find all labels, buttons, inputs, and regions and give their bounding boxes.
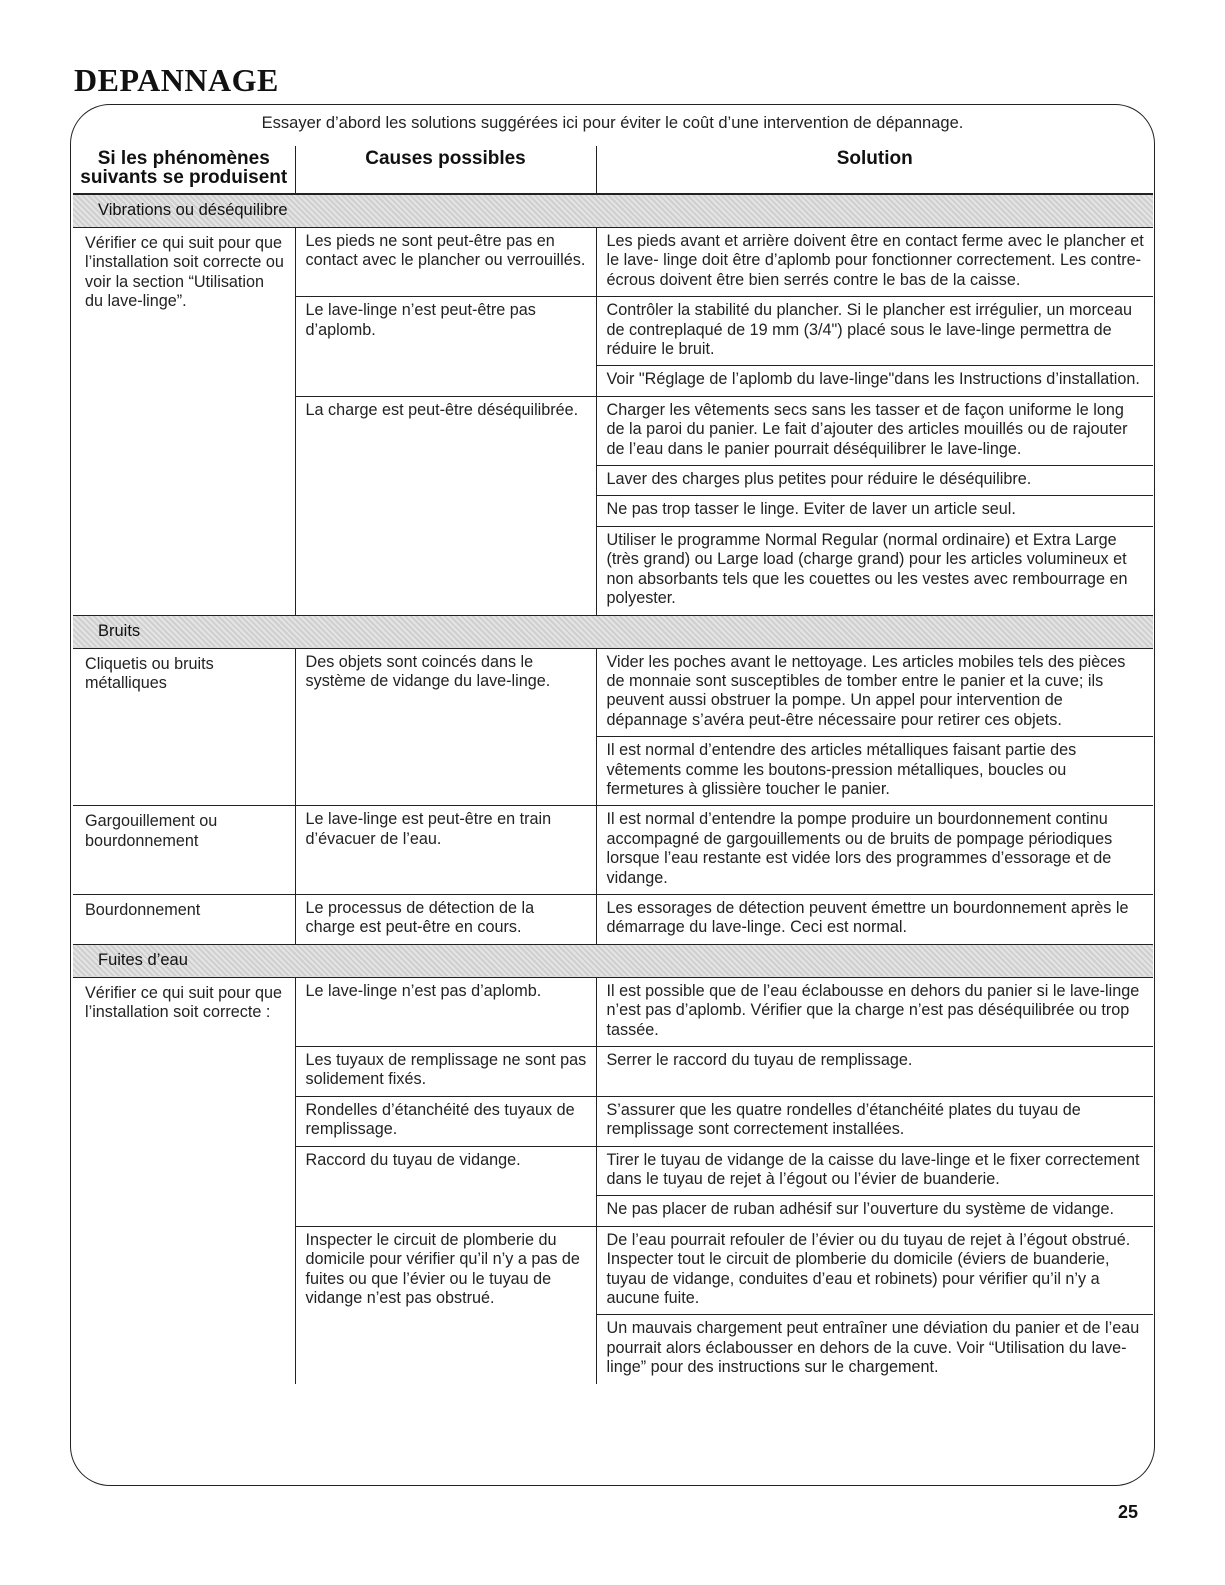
solution-cell: Ne pas trop tasser le linge. Eviter de laver un article seul. <box>596 496 1153 526</box>
solution-cell: Il est normal d’entendre la pompe produire un bourdonnement continu accompagné de gargouillements ou de bruits de pompage périodiques lorsque l’eau restante est vidée lors des programmes d’essorage et de vidange. <box>596 806 1153 895</box>
symptom-cell: Vérifier ce qui suit pour que l’installation soit correcte : <box>73 977 295 1383</box>
symptom-cell: Cliquetis ou bruits métalliques <box>73 648 295 806</box>
solution-cell: Il est normal d’entendre des articles métalliques faisant partie des vêtements comme les boutons-pression métalliques, boucles ou fermetures à glissière toucher le panier. <box>596 737 1153 806</box>
table-row <box>73 977 1153 1046</box>
solution-cell: De l’eau pourrait refouler de l’évier ou du tuyau de rejet à l’égout obstrué. Inspecter tout le circuit de plomberie du domicile (éviers de buanderie, tuyau de vidange, conduites d’eau et robinets) pour vérifier qu’il n’y a aucune fuite. <box>596 1226 1153 1315</box>
solution-cell: Ne pas placer de ruban adhésif sur l’ouverture du système de vidange. <box>596 1196 1153 1226</box>
solution-cell: Contrôler la stabilité du plancher. Si le plancher est irrégulier, un morceau de contreplaqué de 19 mm (3/4") placé sous le lave-linge permettra de réduire le bruit. <box>596 297 1153 366</box>
solution-cell: Les pieds avant et arrière doivent être en contact ferme avec le plancher et le lave- linge doit être d’aplomb pour fonctionner correctement. Les contre-écrous doivent être bien serrés contre le bas de la caisse. <box>596 228 1153 297</box>
cause-cell: Le processus de détection de la charge est peut-être en cours. <box>295 894 596 944</box>
header-solution: Solution <box>836 148 913 169</box>
solution-cell: Voir "Réglage de l’aplomb du lave-linge"dans les Instructions d’installation. <box>596 366 1153 396</box>
table-body <box>73 194 1153 1384</box>
troubleshooting-table-wrapper <box>73 146 1153 1384</box>
section-header-row <box>73 944 1153 977</box>
solution-cell: S’assurer que les quatre rondelles d’étanchéité plates du tuyau de remplissage sont correctement installées. <box>596 1096 1153 1146</box>
solution-cell: Il est possible que de l’eau éclabousse en dehors du panier si le lave-linge n’est pas d’aplomb. Vérifier que la charge n’est pas déséquilibrée ou trop tassée. <box>596 977 1153 1046</box>
solution-cell: Utiliser le programme Normal Regular (normal ordinaire) et Extra Large (très grand) ou Large load (charge grand) pour les articles volumineux et non absorbants tels que les couettes ou les vestes avec rembourrage en polyester. <box>606 530 1128 608</box>
section-header-row <box>73 615 1153 648</box>
cause-cell: Raccord du tuyau de vidange. <box>295 1146 596 1226</box>
solution-cell: Serrer le raccord du tuyau de remplissage. <box>596 1047 1153 1097</box>
section-header-row <box>73 194 1153 228</box>
table-row <box>73 806 1153 895</box>
cause-cell: Les pieds ne sont peut-être pas en contact avec le plancher ou verrouillés. <box>295 228 596 297</box>
solution-cell: Tirer le tuyau de vidange de la caisse du lave-linge et le fixer correctement dans le tuyau de rejet à l’égout ou l’évier de buanderie. <box>596 1146 1153 1196</box>
cause-cell: Le lave-linge n’est pas d’aplomb. <box>295 977 596 1046</box>
table-header-row <box>73 146 1153 194</box>
intro-text: Essayer d’abord les solutions suggérées ici pour éviter le coût d’une intervention de dépannage. <box>261 114 964 132</box>
solution-cell: Vider les poches avant le nettoyage. Les articles mobiles tels des pièces de monnaie sont susceptibles de tomber entre le panier et la cuve; ils peuvent aussi obstruer la pompe. Un appel pour intervention de dépannage s’avéra peut-être nécessaire pour retirer ces objets. <box>596 648 1153 737</box>
cause-cell: Inspecter le circuit de plomberie du domicile pour vérifier qu’il n’y a pas de fuites ou que l’évier ou le tuyau de vidange n’est pas obstrué. <box>295 1226 596 1383</box>
troubleshooting-table <box>73 146 1153 1384</box>
cause-cell: Rondelles d’étanchéité des tuyaux de remplissage. <box>295 1096 596 1146</box>
cause-cell: La charge est peut-être déséquilibrée. <box>295 396 596 615</box>
solution-cell: Un mauvais chargement peut entraîner une déviation du panier et de l’eau pourrait alors éclabousser en dehors de la cuve. Voir “Utilisation du lave-linge” pour des instructions sur le chargement. <box>606 1319 1140 1377</box>
solution-cell: Charger les vêtements secs sans les tasser et de façon uniforme le long de la paroi du panier. Le fait d’ajouter des articles mouillés ou de rajouter de l’eau dans le panier pourrait déséquilibrer le lave-linge. <box>596 396 1153 465</box>
cause-cell: Le lave-linge n’est peut-être pas d’aplomb. <box>295 297 596 397</box>
symptom-cell: Gargouillement ou bourdonnement <box>73 806 295 895</box>
section-title: Fuites d’eau <box>73 944 1153 977</box>
symptom-cell: Vérifier ce qui suit pour que l’installation soit correcte ou voir la section “Utilisation du lave-linge”. <box>73 228 295 616</box>
symptom-cell: Bourdonnement <box>73 894 295 944</box>
solution-cell: Les essorages de détection peuvent émettre un bourdonnement après le démarrage du lave-linge. Ceci est normal. <box>606 898 1129 937</box>
page-number: 25 <box>1118 1502 1139 1522</box>
cause-cell: Les tuyaux de remplissage ne sont pas solidement fixés. <box>295 1047 596 1097</box>
table-row <box>73 648 1153 737</box>
page-title: DEPANNAGE <box>74 62 279 98</box>
solution-cell: Laver des charges plus petites pour réduire le déséquilibre. <box>596 466 1153 496</box>
section-title: Bruits <box>73 615 1153 648</box>
header-cause: Causes possibles <box>295 146 596 194</box>
section-title: Vibrations ou déséquilibre <box>73 194 1153 228</box>
table-row <box>73 228 1153 297</box>
cause-cell: Des objets sont coincés dans le système de vidange du lave-linge. <box>295 648 596 806</box>
header-symptom: Si les phénomènes suivants se produisent <box>73 146 295 194</box>
table-row <box>73 894 1153 944</box>
cause-cell: Le lave-linge est peut-être en train d’évacuer de l’eau. <box>295 806 596 895</box>
